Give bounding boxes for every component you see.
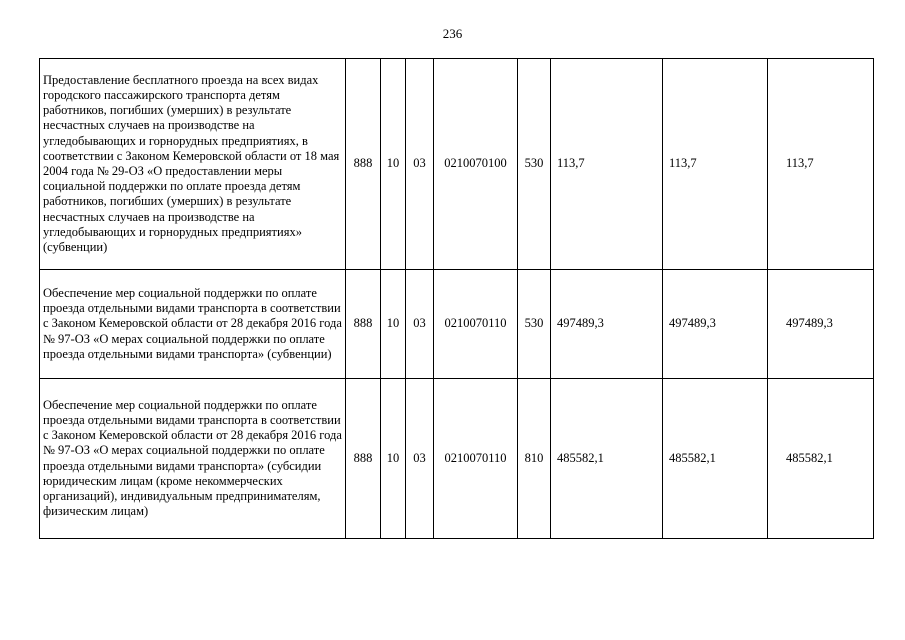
expense-type-code: 530 bbox=[518, 59, 551, 270]
table-row bbox=[40, 59, 874, 270]
amount-2: 485582,1 bbox=[663, 379, 768, 539]
row-description: Обеспечение мер социальной поддержки по оплате проезда отдельными видами транспорта в соответствии с Законом Кемеровской области от 28 декабря 2016 года № 97-ОЗ «О мерах социальной поддержки по оплате проезда отдельными видами транспорта» (субсидии юридическим лицам (кроме некоммерческих организаций), индивидуальным предпринимателям, физическим лицам) bbox=[40, 379, 346, 539]
subsection-code: 03 bbox=[406, 270, 434, 379]
amount-3: 497489,3 bbox=[768, 270, 874, 379]
table-row bbox=[40, 270, 874, 379]
target-article-code: 0210070110 bbox=[434, 379, 518, 539]
amount-1: 113,7 bbox=[551, 59, 663, 270]
table-row bbox=[40, 379, 874, 539]
section-code: 10 bbox=[381, 59, 406, 270]
amount-1: 497489,3 bbox=[551, 270, 663, 379]
amount-2: 497489,3 bbox=[663, 270, 768, 379]
row-description: Предоставление бесплатного проезда на всех видах городского пассажирского транспорта детям работников, погибших (умерших) в результате несчастных случаев на производстве на угледобывающих и горнорудных предприятиях, в соответствии с Законом Кемеровской области от 18 мая 2004 года № 29-ОЗ «О предоставлении меры социальной поддержки по оплате проезда детям работников, погибших (умерших) в результате несчастных случаев на производстве на угледобывающих и горнорудных предприятиях» (субвенции) bbox=[40, 59, 346, 270]
amount-2: 113,7 bbox=[663, 59, 768, 270]
target-article-code: 0210070110 bbox=[434, 270, 518, 379]
section-code: 10 bbox=[381, 270, 406, 379]
target-article-code: 0210070100 bbox=[434, 59, 518, 270]
expense-type-code: 530 bbox=[518, 270, 551, 379]
ministry-code: 888 bbox=[346, 379, 381, 539]
page-number: 236 bbox=[442, 26, 463, 41]
section-code: 10 bbox=[381, 379, 406, 539]
amount-1: 485582,1 bbox=[551, 379, 663, 539]
expense-type-code: 810 bbox=[518, 379, 551, 539]
ministry-code: 888 bbox=[346, 270, 381, 379]
subsection-code: 03 bbox=[406, 59, 434, 270]
amount-3: 113,7 bbox=[768, 59, 874, 270]
subsection-code: 03 bbox=[406, 379, 434, 539]
amount-3: 485582,1 bbox=[768, 379, 874, 539]
ministry-code: 888 bbox=[346, 59, 381, 270]
row-description: Обеспечение мер социальной поддержки по оплате проезда отдельными видами транспорта в соответствии с Законом Кемеровской области от 28 декабря 2016 года № 97-ОЗ «О мерах социальной поддержки по оплате проезда отдельными видами транспорта» (субвенции) bbox=[40, 270, 346, 379]
budget-table bbox=[39, 58, 874, 539]
